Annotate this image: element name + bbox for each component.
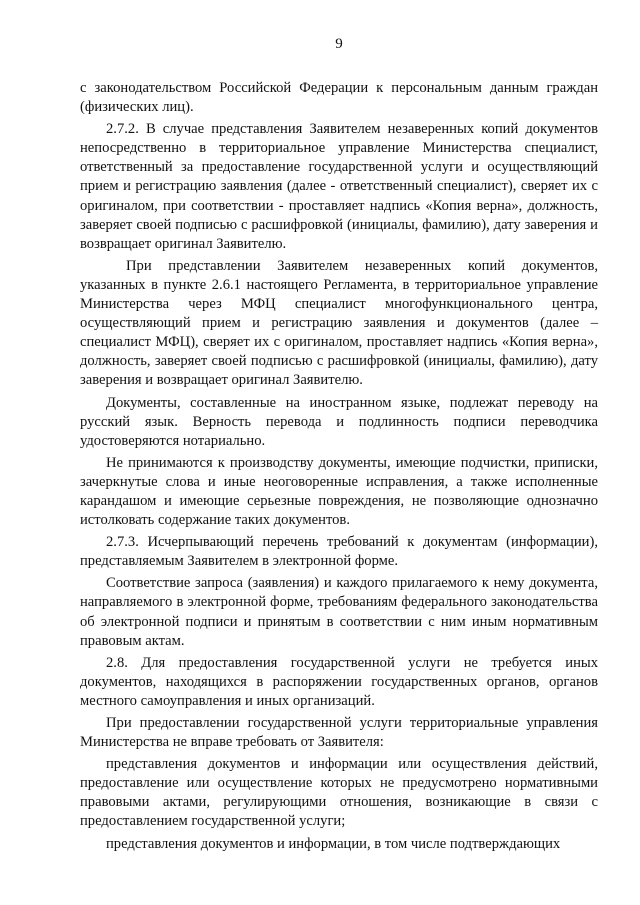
paragraph-foreign-language: Документы, составленные на иностранном языке, подлежат переводу на русский язык. Верность перевода и подлинность подписи переводчика удостоверяются нотариально.: [80, 394, 598, 449]
paragraph-electronic-compliance: Соответствие запроса (заявления) и каждого прилагаемого к нему документа, направляемого в электронной форме, требованиям федерального законодательства об электронной подписи и принятым в соответствии с ним иным нормативным правовым актам.: [80, 575, 598, 649]
page-number: 9: [335, 36, 343, 52]
paragraph-mfc-copies: При представлении Заявителем незаверенных копий документов, указанных в пункте 2.6.1 настоящего Регламента, в территориальное управление Министерства через МФЦ специалист многофункционального центра, осуществляющий прием и регистрацию заявления и документов (далее – специалист МФЦ), сверяет их с оригиналом, проставляет надпись «Копия верна», должность, заверяет своей подписью с расшифровкой (инициалы, фамилию), дату заверения и возвращает оригинал Заявителю.: [80, 257, 598, 389]
paragraph-not-accepted: Не принимаются к производству документы, имеющие подчистки, приписки, зачеркнутые слова и иные неоговоренные исправления, а также исполненные карандашом и имеющие серьезные повреждения, не позволяющие однозначно истолковать содержание таких документов.: [80, 454, 598, 529]
paragraph-not-entitled: При предоставлении государственной услуги территориальные управления Министерства не вправе требовать от Заявителя:: [80, 715, 598, 751]
paragraph-2-7-3: 2.7.3. Исчерпывающий перечень требований к документам (информации), представляемым Заявителем в электронной форме.: [80, 534, 598, 570]
document-body: [80, 79, 598, 854]
paragraph-2-7-2: 2.7.2. В случае представления Заявителем незаверенных копий документов непосредственно в территориальное управление Министерства специалист, ответственный за предоставление государственной услуги и осуществляющий прием и регистрацию заявления (далее - ответственный специалист), сверяет их с оригиналом, при соответствии - проставляет надпись «Копия верна», должность, заверяет своей подписью с расшифровкой (инициалы, фамилию), дату заверения и возвращает оригинал Заявителю.: [80, 121, 598, 252]
paragraph-documents-actions: представления документов и информации или осуществления действий, предоставление или осуществление которых не предусмотрено нормативными правовыми актами, регулирующими отношения, возникающие в связи с предоставлением государственной услуги;: [80, 756, 598, 830]
paragraph-2-8: 2.8. Для предоставления государственной услуги не требуется иных документов, находящихся в распоряжении государственных органов, органов местного самоуправления и иных организаций.: [80, 654, 598, 709]
paragraph-personal-data: с законодательством Российской Федерации к персональным данным граждан (физических лиц).: [80, 80, 598, 116]
paragraph-documents-confirming: представления документов и информации, в том числе подтверждающих: [106, 835, 561, 852]
